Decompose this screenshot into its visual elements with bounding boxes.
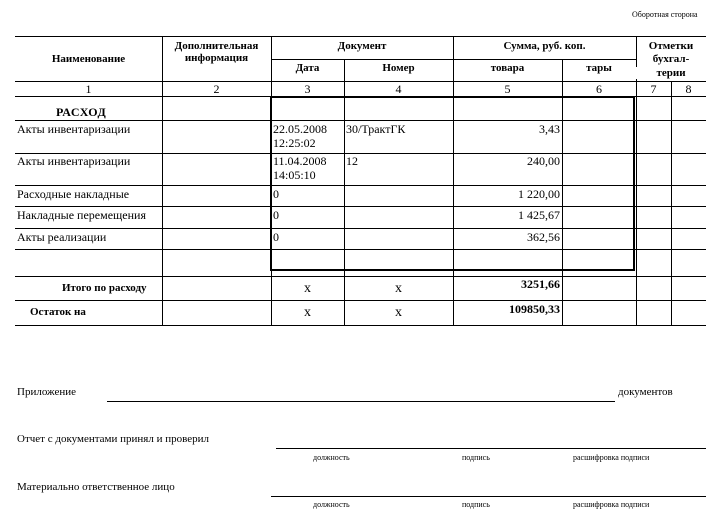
col-number-2: 2 [213,82,220,96]
col-number-1: 1 [85,82,92,96]
row-time: 14:05:10 [273,168,316,182]
row-name: Акты инвентаризации [17,122,131,136]
row-date: 0 [273,230,279,244]
row-time: 12:25:02 [273,136,316,150]
row-goods-sum: 240,00 [527,154,560,168]
row-name: Накладные перемещения [17,208,146,222]
row-goods-sum: 1 220,00 [518,187,560,201]
total-date-mark: x [304,281,311,296]
checked-by-line [276,448,706,449]
col-number-6: 6 [596,82,602,96]
responsible-line [271,496,706,497]
row-date: 0 [273,187,279,201]
col-number-3: 3 [304,82,311,96]
row-number: 12 [346,154,358,168]
attachment-label: Приложение [17,386,77,398]
row-goods-sum: 3,43 [539,122,560,136]
remainder-number-mark: x [395,305,402,320]
header-accounting-line3: терии [636,67,706,79]
caption-position: должность [313,500,350,509]
total-number-mark: x [395,281,402,296]
row-name: Расходные накладные [17,187,130,201]
remainder-value: 109850,33 [509,302,560,316]
total-label: Итого по расходу [62,282,147,294]
col-number-4: 4 [395,82,402,96]
row-name: Акты реализации [17,230,107,244]
header-extra-info-line2: информация [184,52,249,64]
caption-position: должность [313,453,350,462]
attachment-suffix: документов [618,386,673,398]
header-number: Номер [382,62,415,74]
attachment-line [107,401,615,402]
header-document: Документ [337,40,387,52]
row-name: Акты инвентаризации [17,154,131,168]
caption-decoding: расшифровка подписи [573,500,650,509]
col-number-7: 7 [650,82,657,96]
page-side-label: Оборотная сторона [632,10,698,19]
header-extra-info-line1: Дополнительная [174,40,259,52]
total-value: 3251,66 [521,277,560,291]
header-name: Наименование [51,53,126,65]
responsible-label: Материально ответственное лицо [17,481,175,493]
section-title: РАСХОД [56,105,107,119]
row-date: 22.05.2008 [273,122,327,136]
remainder-label: Остаток на [30,306,86,318]
caption-signature: подпись [462,453,490,462]
caption-signature: подпись [462,500,490,509]
header-date: Дата [295,62,320,74]
col-number-5: 5 [504,82,511,96]
caption-decoding: расшифровка подписи [573,453,650,462]
row-goods-sum: 362,56 [527,230,560,244]
header-containers: тары [586,62,612,74]
remainder-date-mark: x [304,305,311,320]
checked-by-label: Отчет с документами принял и проверил [17,433,210,445]
row-number: 30/ТрактГК [346,122,406,136]
row-goods-sum: 1 425,67 [518,208,560,222]
header-goods: товара [490,62,525,74]
row-date: 11.04.2008 [273,154,327,168]
header-accounting-line2: бухгал- [652,53,690,65]
header-accounting-line1: Отметки [648,40,694,52]
row-date: 0 [273,208,279,222]
header-sum: Сумма, руб. коп. [503,40,586,52]
col-number-8: 8 [685,82,692,96]
